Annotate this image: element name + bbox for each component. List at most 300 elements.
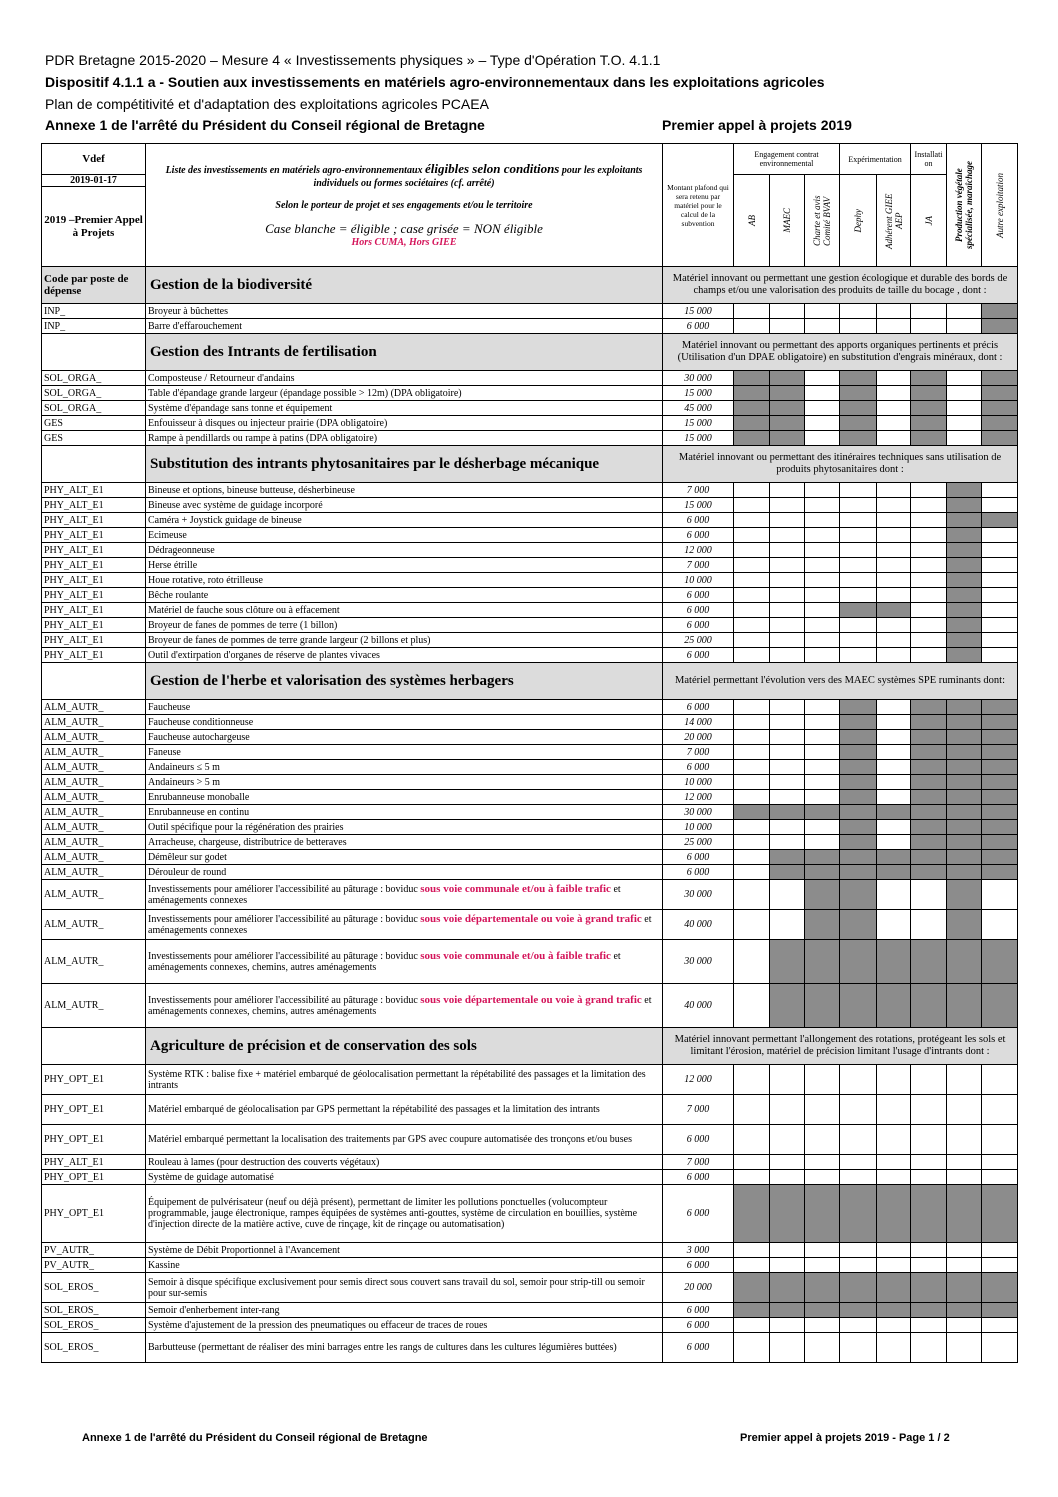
ineligible-cell bbox=[982, 513, 1018, 528]
table-row bbox=[42, 1185, 1018, 1243]
eligible-cell bbox=[877, 745, 911, 760]
eligible-cell bbox=[805, 1243, 840, 1258]
eligible-cell bbox=[734, 940, 770, 984]
row-label: Système RTK : balise fixe + matériel embarqué de géolocalisation permettant la répétabilité des passages et la limitation des intrants bbox=[146, 1065, 663, 1095]
eligible-cell bbox=[734, 1155, 770, 1170]
ineligible-cell bbox=[982, 790, 1018, 805]
ineligible-cell bbox=[911, 760, 947, 775]
eligible-cell bbox=[840, 588, 877, 603]
row-label: Outil spécifique pour la régénération des prairies bbox=[146, 820, 663, 835]
row-amount: 6 000 bbox=[663, 513, 734, 528]
ineligible-cell bbox=[840, 880, 877, 910]
row-code: ALM_AUTR_ bbox=[42, 790, 146, 805]
ineligible-cell bbox=[947, 805, 982, 820]
ineligible-cell bbox=[911, 790, 947, 805]
ineligible-cell bbox=[911, 850, 947, 865]
ineligible-cell bbox=[947, 528, 982, 543]
eligible-cell bbox=[770, 880, 805, 910]
eligible-cell bbox=[805, 483, 840, 498]
ineligible-cell bbox=[770, 1185, 805, 1243]
row-label: Démêleur sur godet bbox=[146, 850, 663, 865]
ineligible-cell bbox=[947, 603, 982, 618]
table-row bbox=[42, 558, 1018, 573]
row-label: Table d'épandage grande largeur (épandage possible > 12m) (DPA obligatoire) bbox=[146, 386, 663, 401]
section-title: Gestion des Intrants de fertilisation bbox=[146, 334, 663, 371]
eligible-cell bbox=[911, 1258, 947, 1273]
section-title: Substitution des intrants phytosanitaires par le désherbage mécanique bbox=[146, 446, 663, 483]
eligible-cell bbox=[770, 775, 805, 790]
eligible-cell bbox=[734, 618, 770, 633]
table-row bbox=[42, 431, 1018, 446]
eligible-cell bbox=[734, 513, 770, 528]
row-label: Matériel embarqué de géolocalisation par GPS permettant la répétabilité des passages et la limitation des intrants bbox=[146, 1095, 663, 1125]
row-label: Caméra + Joystick guidage de bineuse bbox=[146, 513, 663, 528]
eligible-cell bbox=[734, 835, 770, 850]
row-amount: 7 000 bbox=[663, 558, 734, 573]
ineligible-cell bbox=[734, 1273, 770, 1303]
eligible-cell bbox=[982, 1095, 1018, 1125]
eligible-cell bbox=[770, 1155, 805, 1170]
eligible-cell bbox=[840, 558, 877, 573]
ineligible-cell bbox=[805, 865, 840, 880]
table-row bbox=[42, 1258, 1018, 1273]
table-row bbox=[42, 588, 1018, 603]
ineligible-cell bbox=[911, 775, 947, 790]
eligible-cell bbox=[734, 528, 770, 543]
ineligible-cell bbox=[947, 835, 982, 850]
eligible-cell bbox=[805, 431, 840, 446]
row-label: Enrubanneuse monoballe bbox=[146, 790, 663, 805]
eligible-cell bbox=[982, 1243, 1018, 1258]
eligible-cell bbox=[734, 648, 770, 663]
row-label: Kassine bbox=[146, 1258, 663, 1273]
ineligible-cell bbox=[947, 745, 982, 760]
row-code: PHY_OPT_E1 bbox=[42, 1065, 146, 1095]
version-cell bbox=[42, 144, 146, 175]
eligible-cell bbox=[877, 528, 911, 543]
ineligible-cell bbox=[911, 820, 947, 835]
row-amount: 30 000 bbox=[663, 880, 734, 910]
ineligible-cell bbox=[911, 715, 947, 730]
eligible-cell bbox=[770, 648, 805, 663]
eligible-cell bbox=[734, 1065, 770, 1095]
table-title: Liste des investissements en matériels agro-environnementaux éligibles selon conditions pour les exploitants individuels ou formes sociétaires (cf. arrêté) bbox=[165, 161, 643, 189]
ineligible-cell bbox=[770, 1303, 805, 1318]
eligible-cell bbox=[877, 483, 911, 498]
eligible-cell bbox=[734, 850, 770, 865]
ineligible-cell bbox=[911, 431, 947, 446]
ineligible-cell bbox=[982, 865, 1018, 880]
eligible-cell bbox=[877, 573, 911, 588]
ineligible-cell bbox=[734, 805, 770, 820]
ineligible-cell bbox=[770, 386, 805, 401]
row-label: Faucheuse autochargeuse bbox=[146, 730, 663, 745]
ineligible-cell bbox=[947, 715, 982, 730]
table-row bbox=[42, 416, 1018, 431]
row-amount: 6 000 bbox=[663, 700, 734, 715]
row-amount: 6 000 bbox=[663, 1333, 734, 1363]
ineligible-cell bbox=[840, 865, 877, 880]
ineligible-cell bbox=[982, 745, 1018, 760]
section-header-row bbox=[42, 334, 1018, 371]
eligible-cell bbox=[947, 431, 982, 446]
group-engagement: Engagement contrat environnemental bbox=[734, 144, 840, 175]
eligible-cell bbox=[911, 513, 947, 528]
table-row bbox=[42, 319, 1018, 334]
row-amount: 6 000 bbox=[663, 760, 734, 775]
row-label: Bêche roulante bbox=[146, 588, 663, 603]
table-subtitle: Selon le porteur de projet et ses engagements et/ou le territoire bbox=[275, 200, 533, 211]
ineligible-cell bbox=[982, 431, 1018, 446]
row-amount: 30 000 bbox=[663, 371, 734, 386]
ineligible-cell bbox=[770, 940, 805, 984]
row-code: ALM_AUTR_ bbox=[42, 865, 146, 880]
table-row bbox=[42, 805, 1018, 820]
eligible-cell bbox=[982, 1258, 1018, 1273]
row-amount: 25 000 bbox=[663, 633, 734, 648]
eligible-cell bbox=[770, 319, 805, 334]
row-amount: 6 000 bbox=[663, 1258, 734, 1273]
row-label: Broyeur à bûchettes bbox=[146, 304, 663, 319]
eligible-cell bbox=[947, 319, 982, 334]
eligible-cell bbox=[734, 1125, 770, 1155]
table-row bbox=[42, 1273, 1018, 1303]
ineligible-cell bbox=[770, 416, 805, 431]
section-header-row bbox=[42, 663, 1018, 700]
eligible-cell bbox=[805, 760, 840, 775]
row-code: INP_ bbox=[42, 319, 146, 334]
table-row bbox=[42, 820, 1018, 835]
eligible-cell bbox=[877, 431, 911, 446]
row-amount: 12 000 bbox=[663, 790, 734, 805]
row-code: ALM_AUTR_ bbox=[42, 820, 146, 835]
eligible-cell bbox=[805, 573, 840, 588]
col-header-3: Charte et avis Comité BVAV bbox=[805, 175, 840, 267]
eligible-cell bbox=[770, 633, 805, 648]
ineligible-cell bbox=[911, 835, 947, 850]
header-appel: Premier appel à projets 2019 bbox=[662, 117, 852, 133]
ineligible-cell bbox=[947, 880, 982, 910]
ineligible-cell bbox=[947, 700, 982, 715]
ineligible-cell bbox=[877, 805, 911, 820]
row-code: PHY_ALT_E1 bbox=[42, 573, 146, 588]
table-row bbox=[42, 880, 1018, 910]
ineligible-cell bbox=[840, 760, 877, 775]
col-header-7: Production végétale spécialisée, maraîchage bbox=[947, 144, 982, 267]
eligible-cell bbox=[734, 745, 770, 760]
ineligible-cell bbox=[947, 984, 982, 1028]
eligible-cell bbox=[840, 304, 877, 319]
row-code: SOL_ORGA_ bbox=[42, 401, 146, 416]
row-amount: 6 000 bbox=[663, 1303, 734, 1318]
ineligible-cell bbox=[877, 940, 911, 984]
row-amount: 6 000 bbox=[663, 1170, 734, 1185]
eligible-cell bbox=[840, 648, 877, 663]
row-label: Système d'ajustement de la pression des pneumatiques ou effaceur de traces de roues bbox=[146, 1318, 663, 1333]
ineligible-cell bbox=[840, 416, 877, 431]
ineligible-cell bbox=[947, 775, 982, 790]
row-code: SOL_EROS_ bbox=[42, 1303, 146, 1318]
eligible-cell bbox=[770, 528, 805, 543]
ineligible-cell bbox=[840, 745, 877, 760]
ineligible-cell bbox=[840, 984, 877, 1028]
row-code: ALM_AUTR_ bbox=[42, 745, 146, 760]
row-label: Enfouisseur à disques ou injecteur prairie (DPA obligatoire) bbox=[146, 416, 663, 431]
ineligible-cell bbox=[947, 588, 982, 603]
eligible-cell bbox=[877, 835, 911, 850]
eligible-cell bbox=[805, 730, 840, 745]
eligible-cell bbox=[982, 1155, 1018, 1170]
row-code: PV_AUTR_ bbox=[42, 1258, 146, 1273]
ineligible-cell bbox=[840, 730, 877, 745]
eligible-cell bbox=[911, 1333, 947, 1363]
table-row bbox=[42, 790, 1018, 805]
row-amount: 12 000 bbox=[663, 543, 734, 558]
eligible-cell bbox=[734, 483, 770, 498]
section-code-header: Code par poste de dépense bbox=[42, 267, 146, 304]
table-row bbox=[42, 775, 1018, 790]
ineligible-cell bbox=[840, 910, 877, 940]
eligible-cell bbox=[805, 1155, 840, 1170]
ineligible-cell bbox=[982, 775, 1018, 790]
eligible-cell bbox=[770, 304, 805, 319]
ineligible-cell bbox=[877, 1273, 911, 1303]
row-label: Rampe à pendillards ou rampe à patins (DPA obligatoire) bbox=[146, 431, 663, 446]
ineligible-cell bbox=[805, 805, 840, 820]
eligible-cell bbox=[770, 1095, 805, 1125]
eligible-cell bbox=[770, 1333, 805, 1363]
table-row bbox=[42, 760, 1018, 775]
section-description: Matériel innovant ou permettant des apports organiques pertinents et précis (Utilisation d'un DPAE obligatoire) en substitution d'engrais minéraux, dont : bbox=[663, 334, 1018, 371]
eligible-cell bbox=[805, 543, 840, 558]
table-row bbox=[42, 1125, 1018, 1155]
header-line-4: Annexe 1 de l'arrêté du Président du Conseil régional de Bretagne bbox=[45, 117, 485, 133]
row-amount: 10 000 bbox=[663, 573, 734, 588]
row-label: Investissements pour améliorer l'accessibilité au pâturage : boviduc sous voie communale et/ou à faible trafic et aménagements connexes, chemins, autres aménagements bbox=[146, 940, 663, 984]
table-row bbox=[42, 835, 1018, 850]
table-row bbox=[42, 633, 1018, 648]
eligible-cell bbox=[770, 790, 805, 805]
eligible-cell bbox=[911, 1125, 947, 1155]
eligible-cell bbox=[734, 1333, 770, 1363]
table-row bbox=[42, 498, 1018, 513]
eligible-cell bbox=[840, 319, 877, 334]
row-amount: 6 000 bbox=[663, 1318, 734, 1333]
eligible-cell bbox=[805, 371, 840, 386]
eligible-cell bbox=[911, 618, 947, 633]
ineligible-cell bbox=[982, 984, 1018, 1028]
eligible-cell bbox=[877, 1095, 911, 1125]
table-row bbox=[42, 1065, 1018, 1095]
eligible-cell bbox=[911, 304, 947, 319]
header-line-1: PDR Bretagne 2015-2020 – Mesure 4 « Investissements physiques » – Type d'Opération T.O. 4.1.1 bbox=[45, 52, 661, 68]
eligible-cell bbox=[982, 1318, 1018, 1333]
row-amount: 10 000 bbox=[663, 820, 734, 835]
row-code: PHY_ALT_E1 bbox=[42, 1155, 146, 1170]
section-code-header bbox=[42, 663, 146, 700]
eligible-cell bbox=[770, 1318, 805, 1333]
group-installation: Installation bbox=[911, 144, 947, 175]
eligible-cell bbox=[805, 416, 840, 431]
row-label: Bineuse et options, bineuse butteuse, désherbineuse bbox=[146, 483, 663, 498]
eligible-cell bbox=[770, 820, 805, 835]
ineligible-cell bbox=[911, 386, 947, 401]
eligible-cell bbox=[770, 730, 805, 745]
ineligible-cell bbox=[734, 386, 770, 401]
row-code: PHY_ALT_E1 bbox=[42, 618, 146, 633]
row-amount: 45 000 bbox=[663, 401, 734, 416]
row-code: ALM_AUTR_ bbox=[42, 835, 146, 850]
header-line-2: Dispositif 4.1.1 a - Soutien aux investissements en matériels agro-environnementaux dans les exploitations agricoles bbox=[45, 74, 825, 90]
ineligible-cell bbox=[982, 371, 1018, 386]
header-line-3: Plan de compétitivité et d'adaptation des exploitations agricoles PCAEA bbox=[45, 96, 489, 112]
plafond-header: Montant plafond qui sera retenu par matériel pour le calcul de la subvention bbox=[663, 144, 734, 267]
eligible-cell bbox=[982, 910, 1018, 940]
table-row bbox=[42, 1243, 1018, 1258]
eligible-cell bbox=[877, 1318, 911, 1333]
eligible-cell bbox=[877, 543, 911, 558]
row-amount: 7 000 bbox=[663, 1095, 734, 1125]
eligible-cell bbox=[877, 1155, 911, 1170]
eligible-cell bbox=[877, 910, 911, 940]
eligible-cell bbox=[947, 401, 982, 416]
row-label: Composteuse / Retourneur d'andains bbox=[146, 371, 663, 386]
ineligible-cell bbox=[877, 1303, 911, 1318]
row-code: GES bbox=[42, 416, 146, 431]
eligible-cell bbox=[911, 1318, 947, 1333]
row-code: GES bbox=[42, 431, 146, 446]
eligible-cell bbox=[734, 775, 770, 790]
ineligible-cell bbox=[805, 1303, 840, 1318]
row-code: PHY_ALT_E1 bbox=[42, 543, 146, 558]
eligible-cell bbox=[877, 371, 911, 386]
appel-cell: 2019 –Premier Appel à Projets bbox=[42, 187, 146, 267]
eligible-cell bbox=[911, 910, 947, 940]
eligible-cell bbox=[805, 603, 840, 618]
row-code: ALM_AUTR_ bbox=[42, 760, 146, 775]
eligible-cell bbox=[947, 1243, 982, 1258]
ineligible-cell bbox=[947, 940, 982, 984]
eligible-cell bbox=[982, 528, 1018, 543]
row-label: Andaineurs ≤ 5 m bbox=[146, 760, 663, 775]
ineligible-cell bbox=[947, 820, 982, 835]
row-amount: 6 000 bbox=[663, 648, 734, 663]
section-title: Agriculture de précision et de conservation des sols bbox=[146, 1028, 663, 1065]
eligible-cell bbox=[840, 1155, 877, 1170]
row-amount: 20 000 bbox=[663, 730, 734, 745]
ineligible-cell bbox=[840, 431, 877, 446]
eligible-cell bbox=[877, 1065, 911, 1095]
eligible-cell bbox=[734, 700, 770, 715]
row-label: Houe rotative, roto étrilleuse bbox=[146, 573, 663, 588]
ineligible-cell bbox=[947, 730, 982, 745]
table-row bbox=[42, 1170, 1018, 1185]
eligible-cell bbox=[982, 483, 1018, 498]
table-row bbox=[42, 386, 1018, 401]
row-amount: 40 000 bbox=[663, 984, 734, 1028]
eligible-cell bbox=[877, 498, 911, 513]
row-label: Semoir à disque spécifique exclusivement pour semis direct sous couvert sans travail du sol, semoir pour strip-till ou semoir pour sur-semis bbox=[146, 1273, 663, 1303]
eligible-cell bbox=[770, 618, 805, 633]
row-amount: 14 000 bbox=[663, 715, 734, 730]
eligible-cell bbox=[911, 633, 947, 648]
row-label: Matériel de fauche sous clôture ou à effacement bbox=[146, 603, 663, 618]
eligible-cell bbox=[734, 910, 770, 940]
row-label: Équipement de pulvérisateur (neuf ou déjà présent), permettant de limiter les pollutions ponctuelles (volucompteur programmable, jauge électronique, rampes équipées de systèmes anti-gouttes, système de circulation en bouillies, système d'injection directe de la matière active, cuve de rinçage, kit de rinçage ou automatisation) bbox=[146, 1185, 663, 1243]
eligible-cell bbox=[911, 880, 947, 910]
row-code: SOL_ORGA_ bbox=[42, 371, 146, 386]
eligible-cell bbox=[770, 835, 805, 850]
row-amount: 10 000 bbox=[663, 775, 734, 790]
table-exclusion: Hors CUMA, Hors GIEE bbox=[351, 237, 457, 248]
eligible-cell bbox=[770, 1170, 805, 1185]
row-label: Arracheuse, chargeuse, distributrice de betteraves bbox=[146, 835, 663, 850]
table-row bbox=[42, 1095, 1018, 1125]
eligible-cell bbox=[734, 603, 770, 618]
ineligible-cell bbox=[770, 1273, 805, 1303]
eligible-cell bbox=[734, 1243, 770, 1258]
eligible-cell bbox=[911, 1243, 947, 1258]
row-code: PHY_ALT_E1 bbox=[42, 513, 146, 528]
ineligible-cell bbox=[840, 850, 877, 865]
eligible-cell bbox=[877, 700, 911, 715]
table-row bbox=[42, 715, 1018, 730]
table-row bbox=[42, 401, 1018, 416]
row-label: Semoir d'enherbement inter-rang bbox=[146, 1303, 663, 1318]
col-header-1: AB bbox=[734, 175, 770, 267]
eligible-cell bbox=[982, 543, 1018, 558]
row-amount: 6 000 bbox=[663, 865, 734, 880]
footer-right: Premier appel à projets 2019 - Page 1 / 2 bbox=[740, 1432, 950, 1444]
eligible-cell bbox=[805, 1065, 840, 1095]
table-row bbox=[42, 1318, 1018, 1333]
eligible-cell bbox=[734, 880, 770, 910]
ineligible-cell bbox=[947, 865, 982, 880]
table-row bbox=[42, 1303, 1018, 1318]
eligible-cell bbox=[770, 745, 805, 760]
eligible-cell bbox=[734, 1258, 770, 1273]
ineligible-cell bbox=[911, 1303, 947, 1318]
eligible-cell bbox=[805, 745, 840, 760]
row-code: PHY_OPT_E1 bbox=[42, 1095, 146, 1125]
section-title: Gestion de la biodiversité bbox=[146, 267, 663, 304]
eligible-cell bbox=[911, 483, 947, 498]
ineligible-cell bbox=[840, 805, 877, 820]
ineligible-cell bbox=[840, 715, 877, 730]
eligible-cell bbox=[805, 588, 840, 603]
eligible-cell bbox=[877, 588, 911, 603]
eligible-cell bbox=[840, 1333, 877, 1363]
eligible-cell bbox=[947, 1065, 982, 1095]
eligible-cell bbox=[805, 304, 840, 319]
eligible-cell bbox=[770, 1243, 805, 1258]
ineligible-cell bbox=[770, 850, 805, 865]
col-header-8: Autre exploitation bbox=[982, 144, 1018, 267]
eligible-cell bbox=[805, 1258, 840, 1273]
date-cell: 2019-01-17 bbox=[42, 175, 146, 187]
eligible-cell bbox=[947, 1125, 982, 1155]
row-code: ALM_AUTR_ bbox=[42, 730, 146, 745]
eligible-cell bbox=[947, 1170, 982, 1185]
ineligible-cell bbox=[770, 865, 805, 880]
row-amount: 6 000 bbox=[663, 528, 734, 543]
ineligible-cell bbox=[840, 603, 877, 618]
row-code: PHY_OPT_E1 bbox=[42, 1125, 146, 1155]
eligible-cell bbox=[911, 588, 947, 603]
row-label: Dérouleur de round bbox=[146, 865, 663, 880]
eligible-cell bbox=[840, 543, 877, 558]
ineligible-cell bbox=[947, 543, 982, 558]
